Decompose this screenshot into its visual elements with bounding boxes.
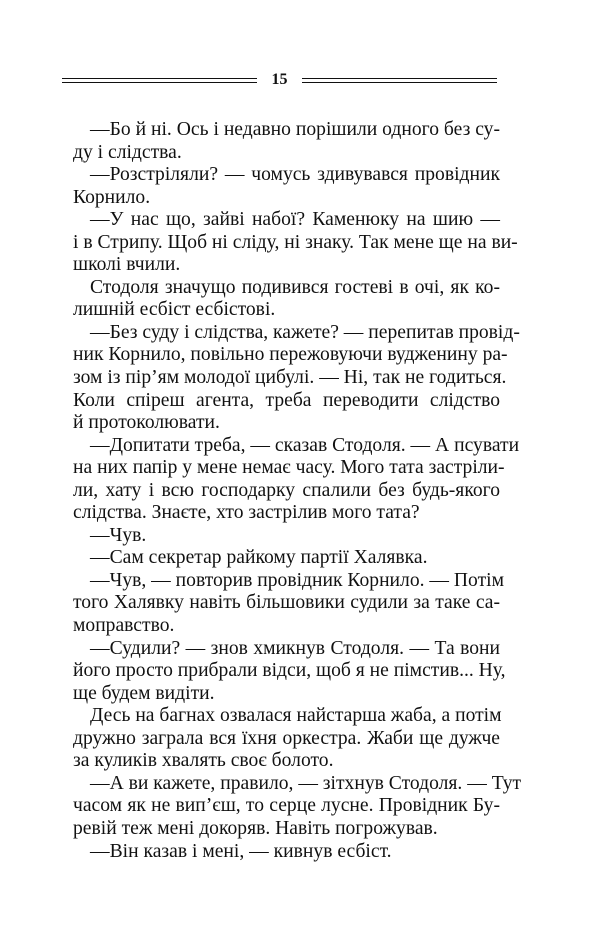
text-line: —Розстріляли? — чомусь здивувався провідник bbox=[90, 164, 500, 186]
text-line: дружно заграла вся їхня оркестра. Жаби ще дужче bbox=[73, 727, 500, 749]
header-rule-right bbox=[302, 78, 497, 86]
text-line: —Допитати треба, — сказав Стодоля. — А псувати bbox=[90, 434, 520, 456]
text-line: ник Корнило, повільно пережовуючи вудженину ра- bbox=[73, 344, 508, 366]
body-text bbox=[73, 119, 522, 863]
text-line: ревій теж мені докоряв. Навіть погрожував. bbox=[73, 817, 438, 839]
text-line: ще будем видіти. bbox=[73, 682, 215, 704]
text-line: Корнило. bbox=[73, 186, 151, 208]
text-line: слідства. Знаєте, хто застрілив мого тата? bbox=[73, 502, 420, 524]
text-line: школі вчили. bbox=[73, 254, 181, 276]
text-line: моправство. bbox=[73, 615, 175, 637]
text-line: —Судили? — знов хмикнув Стодоля. — Та вони bbox=[90, 637, 500, 659]
text-line: —А ви кажете, правило, — зітхнув Стодоля. — Тут bbox=[90, 772, 522, 794]
text-line: ду і слідства. bbox=[73, 141, 182, 163]
text-line: —Бо й ні. Ось і недавно порішили одного без су- bbox=[90, 119, 500, 140]
text-line: і в Стрипу. Щоб ні сліду, ні знаку. Так мене ще на ви- bbox=[73, 231, 518, 253]
text-line: Десь на багнах озвалася найстарша жаба, а потім bbox=[90, 705, 502, 727]
text-line: Стодоля значущо подивився гостеві в очі, як ко- bbox=[90, 276, 500, 298]
text-line: зом із пір’ям молодої цибулі. — Ні, так не годиться. bbox=[73, 367, 507, 389]
text-line: його просто прибрали відси, щоб я не пімстив... Ну, bbox=[73, 660, 506, 682]
text-line: за куликів хвалять своє болото. bbox=[73, 750, 334, 772]
page-number: 15 bbox=[271, 71, 288, 88]
text-line: й протоколювати. bbox=[73, 412, 220, 434]
text-line: Коли спіреш агента, треба переводити слідство bbox=[73, 389, 500, 411]
text-line: лишній есбіст есбістові. bbox=[73, 299, 276, 321]
text-line: того Халявку навіть більшовики судили за таке са- bbox=[73, 592, 500, 614]
text-line: —Чув. bbox=[90, 524, 147, 546]
text-line: —Сам секретар райкому партії Халявка. bbox=[90, 547, 428, 569]
text-line: на них папір у мене немає часу. Мого тата застріли- bbox=[73, 457, 505, 479]
text-line: ли, хату і всю господарку спалили без будь-якого bbox=[73, 479, 500, 501]
text-line: —Чув, — повторив провідник Корнило. — Потім bbox=[90, 569, 504, 591]
text-line: —Без суду і слідства, кажете? — перепитав провід- bbox=[90, 321, 520, 343]
text-line: —У нас що, зайві набої? Каменюку на шию — bbox=[90, 209, 500, 231]
text-line: —Він казав і мені, — кивнув есбіст. bbox=[90, 840, 392, 862]
text-line: часом як не вип’єш, то серце лусне. Провідник Бу- bbox=[73, 795, 500, 817]
running-header bbox=[62, 71, 497, 95]
